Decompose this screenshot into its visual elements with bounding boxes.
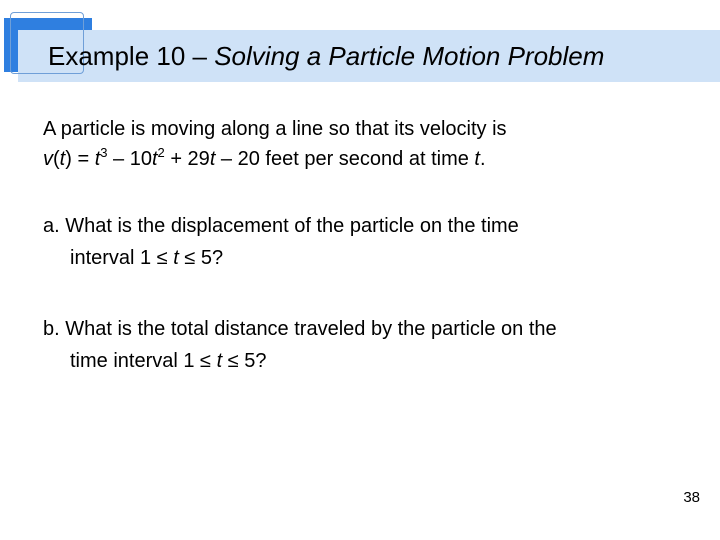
var-t: t bbox=[94, 148, 101, 170]
var-v: v bbox=[43, 148, 53, 170]
var-t: t bbox=[59, 148, 66, 170]
question-b-line-1: b. What is the total distance traveled by the particle on the bbox=[43, 318, 557, 340]
paren-open: ( bbox=[53, 148, 60, 170]
question-b-line-2 bbox=[43, 345, 703, 377]
var-t: t bbox=[216, 350, 223, 372]
question-a-interval-tail: ≤ 5? bbox=[178, 247, 224, 269]
title-italic: Solving a Particle Motion Problem bbox=[214, 41, 605, 71]
question-b-interval-tail: ≤ 5? bbox=[222, 350, 267, 372]
intro-rest: – 20 feet per second at time bbox=[215, 148, 475, 170]
question-a bbox=[43, 210, 703, 274]
var-t: t bbox=[474, 148, 480, 170]
paren-close-equals: ) = bbox=[65, 148, 95, 170]
var-t: t bbox=[209, 148, 216, 170]
intro-line-2 bbox=[43, 144, 703, 174]
question-b bbox=[43, 313, 703, 377]
question-b-interval-lead: time interval 1 ≤ bbox=[70, 350, 217, 372]
question-a-interval-lead: interval 1 ≤ bbox=[70, 247, 174, 269]
question-a-line-1: a. What is the displacement of the particle on the time bbox=[43, 215, 519, 237]
title-lead: Example 10 – bbox=[48, 41, 215, 71]
intro-line-1: A particle is moving along a line so that its velocity is bbox=[43, 118, 507, 140]
exponent-3: 3 bbox=[100, 145, 108, 160]
term-plus-29: + 29 bbox=[164, 148, 210, 170]
intro-paragraph bbox=[43, 114, 703, 174]
exponent-2: 2 bbox=[157, 145, 165, 160]
slide-title bbox=[48, 38, 604, 74]
term-minus-10: – 10 bbox=[107, 148, 152, 170]
var-t: t bbox=[151, 148, 158, 170]
var-t: t bbox=[173, 247, 179, 269]
page-number: 38 bbox=[683, 489, 700, 506]
question-a-line-2 bbox=[43, 242, 703, 274]
period: . bbox=[479, 148, 486, 170]
